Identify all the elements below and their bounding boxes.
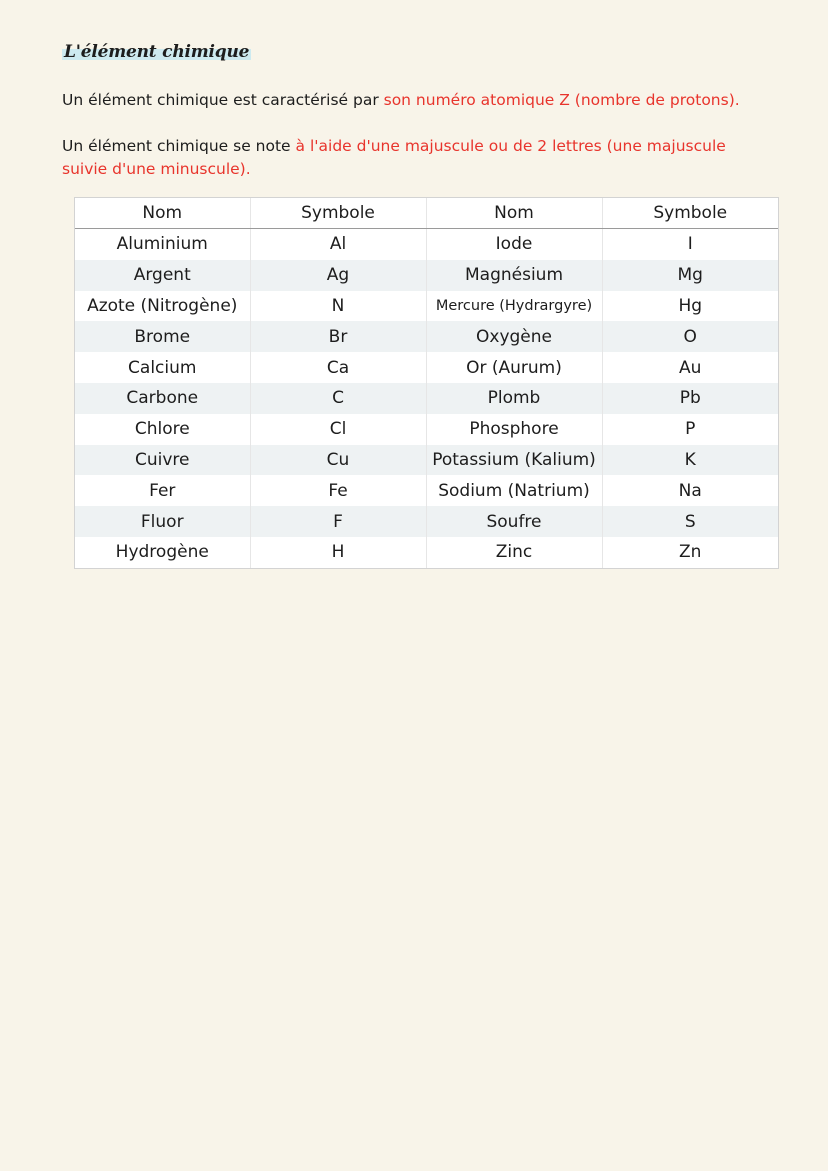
element-symbol: Hg [602,291,778,322]
element-symbol: Ca [250,352,426,383]
table-row [75,383,778,414]
table-row [75,291,778,322]
header-nom-left: Nom [75,198,250,229]
element-symbol: Al [250,229,426,260]
element-name: Magnésium [426,260,602,291]
table-row [75,260,778,291]
element-name: Fer [75,475,250,506]
element-symbol: C [250,383,426,414]
table-header-row [75,198,778,229]
table-row [75,414,778,445]
element-name: Or (Aurum) [426,352,602,383]
element-name: Brome [75,321,250,352]
element-symbol: I [602,229,778,260]
notation-text: Un élément chimique se note [62,137,296,155]
element-symbol: N [250,291,426,322]
elements-table-container [74,197,779,569]
notation-highlight: à l'aide d'une majuscule ou de 2 lettres (une majuscule suivie d'une minuscule). [62,137,726,178]
element-symbol: K [602,445,778,476]
element-name: Calcium [75,352,250,383]
element-name: Iode [426,229,602,260]
header-symbole-left: Symbole [250,198,426,229]
table-row [75,475,778,506]
element-name: Azote (Nitrogène) [75,291,250,322]
element-name: Mercure (Hydrargyre) [426,291,602,322]
element-name: Soufre [426,506,602,537]
element-name: Hydrogène [75,537,250,568]
element-name: Potassium (Kalium) [426,445,602,476]
element-symbol: P [602,414,778,445]
definition-highlight: son numéro atomique Z (nombre de protons). [383,91,740,109]
element-name: Phosphore [426,414,602,445]
table-row [75,352,778,383]
table-row [75,537,778,568]
element-name: Fluor [75,506,250,537]
header-nom-right: Nom [426,198,602,229]
element-name: Cuivre [75,445,250,476]
element-name: Sodium (Natrium) [426,475,602,506]
element-symbol: S [602,506,778,537]
elements-table [75,198,778,568]
element-name: Argent [75,260,250,291]
element-symbol: Mg [602,260,778,291]
definition-text: Un élément chimique est caractérisé par [62,91,384,109]
notation-paragraph [62,135,768,181]
element-symbol: Fe [250,475,426,506]
element-symbol: F [250,506,426,537]
element-name: Carbone [75,383,250,414]
header-symbole-right: Symbole [602,198,778,229]
element-name: Chlore [75,414,250,445]
element-symbol: Br [250,321,426,352]
page-title: L'élément chimique [64,42,250,62]
element-symbol: Cu [250,445,426,476]
element-name: Oxygène [426,321,602,352]
element-name: Plomb [426,383,602,414]
element-name: Zinc [426,537,602,568]
table-row [75,229,778,260]
element-symbol: Zn [602,537,778,568]
table-row [75,321,778,352]
element-symbol: Na [602,475,778,506]
element-symbol: Cl [250,414,426,445]
table-row [75,445,778,476]
element-symbol: H [250,537,426,568]
element-symbol: Pb [602,383,778,414]
element-symbol: O [602,321,778,352]
element-symbol: Ag [250,260,426,291]
element-symbol: Au [602,352,778,383]
title-block [62,42,251,62]
table-row [75,506,778,537]
element-name: Aluminium [75,229,250,260]
definition-paragraph [62,89,768,112]
